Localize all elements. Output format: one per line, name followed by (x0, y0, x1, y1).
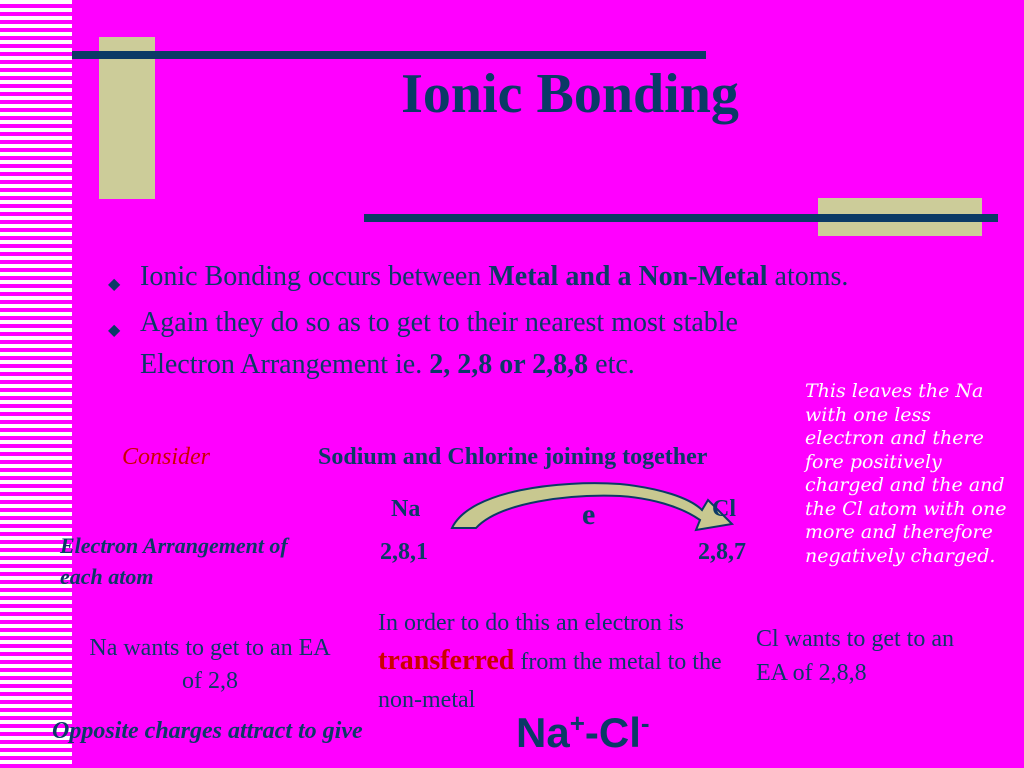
bullet-item (108, 302, 830, 386)
sodium-goal-text: Na wants to get to an EA of 2,8 (89, 635, 331, 694)
sodium-chloride-formula (516, 708, 650, 757)
charge-explanation-note: This leaves the Na with one less electron and there fore positively charged and the and the Cl atom with one more and therefore negatively charged. (805, 380, 1007, 567)
formula-separator: - (584, 709, 599, 756)
transfer-text-before: In order to do this an electron is (378, 610, 684, 636)
chlorine-goal-text: Cl wants to get to an EA of 2,8,8 (756, 626, 978, 686)
top-rule (72, 51, 706, 59)
transfer-text-after: from the metal to the non-metal (378, 649, 722, 713)
formula-cl: Cl (598, 709, 641, 756)
transfer-explanation (378, 604, 738, 719)
transferred-word: transferred (378, 645, 515, 676)
sodium-arrangement: 2,8,1 (380, 539, 428, 565)
opposite-charges-text: Opposite charges attract to give (52, 718, 363, 744)
arrangement-caption: Electron Arrangement of each atom (60, 533, 288, 589)
electron-symbol: e (582, 498, 596, 531)
sodium-symbol: Na (391, 496, 421, 522)
chlorine-symbol: Cl (712, 496, 736, 522)
bullet-item (108, 256, 928, 298)
tan-block-top (99, 37, 155, 199)
formula-cl-charge: - (640, 708, 650, 738)
formula-na: Na (516, 709, 570, 756)
bottom-rule (364, 214, 998, 222)
bullet-bold: Metal and a Non-Metal (488, 261, 768, 292)
left-stripe-decoration (0, 0, 72, 768)
bullet-text: Ionic Bonding occurs between (140, 261, 489, 292)
slide-title: Ionic Bonding (401, 63, 739, 125)
bullet-text: Again they do so as to get to their nearest most stable Electron Arrangement ie. (140, 307, 738, 380)
joining-heading: Sodium and Chlorine joining together (318, 444, 708, 470)
diamond-bullet-icon: ◆ (108, 276, 121, 293)
bullet-after: etc. (588, 349, 635, 380)
formula-na-charge: + (569, 708, 585, 738)
bullet-after: atoms. (767, 261, 849, 292)
bullet-bold: 2, 2,8 or 2,8,8 (429, 349, 589, 380)
chlorine-arrangement: 2,8,7 (698, 539, 746, 565)
consider-label: Consider (122, 444, 211, 470)
diamond-bullet-icon: ◆ (108, 322, 121, 339)
bullet-list (108, 256, 928, 390)
